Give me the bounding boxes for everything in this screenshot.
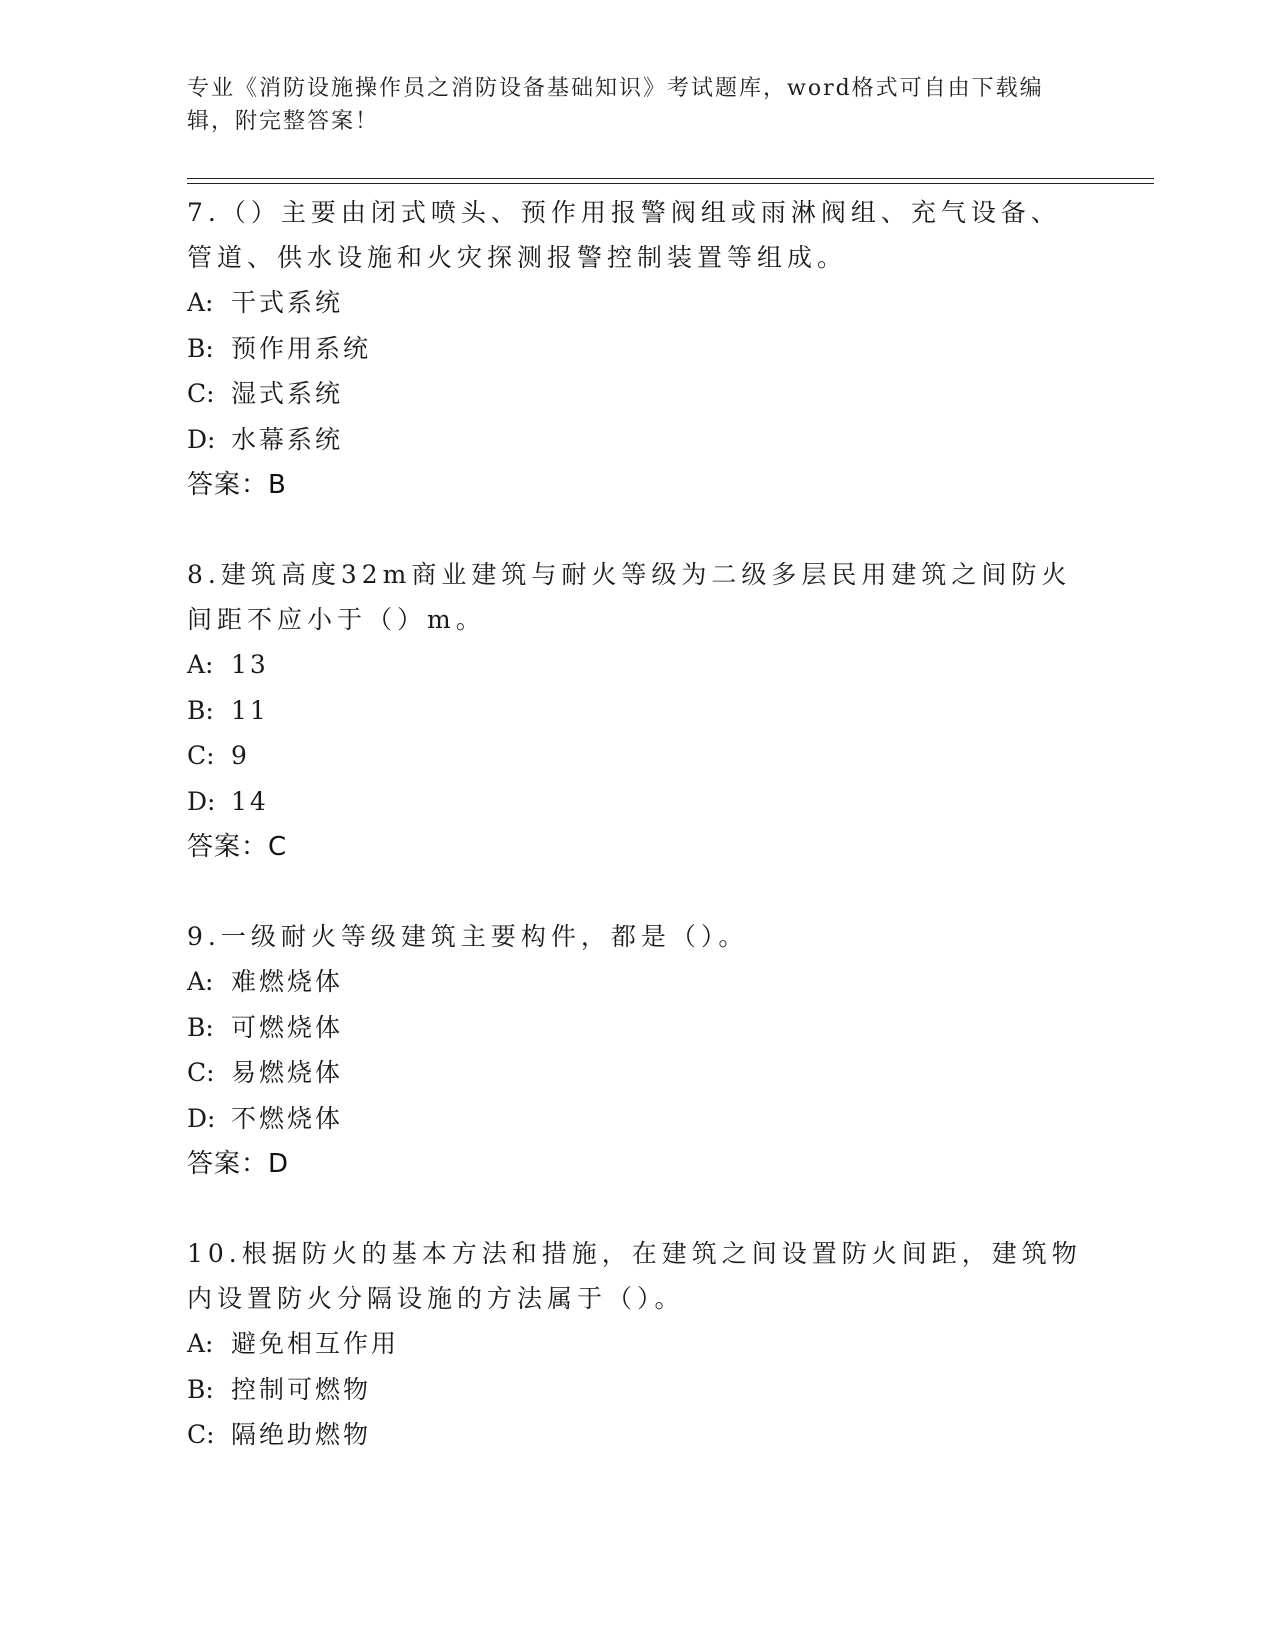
question-8 <box>187 552 1087 870</box>
option-c <box>187 1050 1087 1096</box>
question-7 <box>187 190 1087 508</box>
option-label: B: <box>187 1012 214 1042</box>
question-stem: 10.根据防火的基本方法和措施，在建筑之间设置防火间距，建筑物内设置防火分隔设施的方法属于（）。 <box>187 1239 1082 1313</box>
option-a <box>187 280 1087 326</box>
option-d <box>187 779 1087 825</box>
option-label: B: <box>187 695 214 725</box>
option-text: 14 <box>231 786 269 816</box>
option-label: A: <box>187 288 214 317</box>
option-text: 11 <box>231 695 269 725</box>
option-label: A: <box>187 967 214 996</box>
option-label: D: <box>187 424 216 454</box>
option-text: 水幕系统 <box>231 424 344 454</box>
option-d <box>187 417 1087 463</box>
option-label: D: <box>187 786 216 816</box>
document-header: 专业《消防设施操作员之消防设备基础知识》考试题库，word格式可自由下载编辑，附完整答案！ <box>187 76 1044 134</box>
option-a <box>187 959 1087 1005</box>
option-label: A: <box>187 650 214 679</box>
option-c <box>187 733 1087 779</box>
option-text: 难燃烧体 <box>231 967 344 996</box>
option-text: 预作用系统 <box>231 333 372 363</box>
option-label: B: <box>187 333 214 363</box>
option-label: A: <box>187 1329 214 1358</box>
question-stem: 9.一级耐火等级建筑主要构件，都是（）。 <box>187 922 749 951</box>
question-stem: 7.（）主要由闭式喷头、预作用报警阀组或雨淋阀组、充气设备、管道、供水设施和火灾探测报警控制装置等组成。 <box>187 198 1061 272</box>
header-rule-top <box>187 178 1154 179</box>
option-a <box>187 1321 1087 1367</box>
option-text: 易燃烧体 <box>231 1058 344 1087</box>
option-text: 9 <box>231 741 250 770</box>
option-text: 不燃烧体 <box>231 1103 344 1133</box>
option-text: 避免相互作用 <box>231 1329 400 1358</box>
option-label: D: <box>187 1103 216 1133</box>
header-rule-bottom <box>187 183 1154 184</box>
option-text: 干式系统 <box>231 288 344 317</box>
option-text: 可燃烧体 <box>231 1012 344 1042</box>
question-list <box>187 190 1087 1458</box>
option-d <box>187 1096 1087 1142</box>
option-text: 隔绝助燃物 <box>231 1420 372 1449</box>
option-label: C: <box>187 1058 215 1087</box>
answer-line: 答案：D <box>187 1149 290 1179</box>
option-label: C: <box>187 1420 215 1449</box>
option-text: 13 <box>231 650 269 679</box>
option-b <box>187 688 1087 734</box>
option-text: 湿式系统 <box>231 379 344 408</box>
option-label: C: <box>187 379 215 408</box>
answer-line: 答案：B <box>187 470 287 500</box>
option-label: B: <box>187 1374 214 1404</box>
option-label: C: <box>187 741 215 770</box>
answer-line: 答案：C <box>187 832 288 862</box>
question-10 <box>187 1231 1087 1458</box>
option-b <box>187 1005 1087 1051</box>
option-c <box>187 1412 1087 1458</box>
option-b <box>187 1367 1087 1413</box>
question-9 <box>187 914 1087 1187</box>
option-c <box>187 371 1087 417</box>
option-b <box>187 326 1087 372</box>
question-stem: 8.建筑高度32m商业建筑与耐火等级为二级多层民用建筑之间防火间距不应小于（）m。 <box>187 560 1072 634</box>
option-a <box>187 642 1087 688</box>
option-text: 控制可燃物 <box>231 1374 372 1404</box>
